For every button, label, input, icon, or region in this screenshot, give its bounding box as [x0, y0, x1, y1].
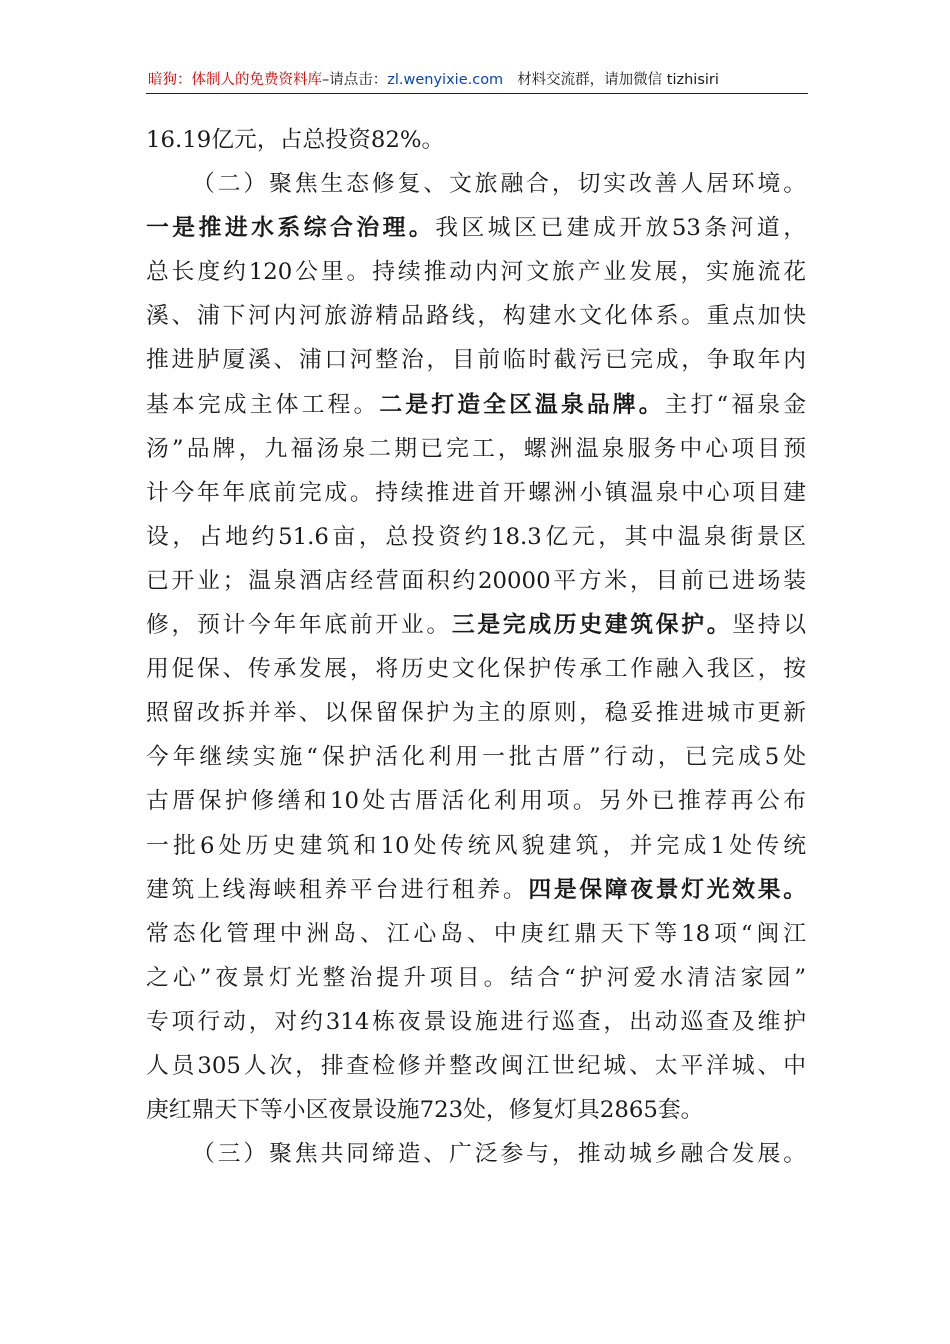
paragraph-line: 一批6处历史建筑和10处传统风貌建筑，并完成1处传统 — [146, 832, 806, 859]
key-point-2: 二是打造全区温泉品牌。 — [379, 391, 665, 418]
paragraph-line: 设，占地约51.6亩，总投资约18.3亿元，其中温泉街景区 — [146, 523, 806, 550]
header-divider — [146, 93, 808, 94]
paragraph-line: 照留改拆并举、以保留保护为主的原则，稳妥推进城市更新 — [146, 700, 806, 727]
key-point-3: 三是完成历史建筑保护。 — [451, 612, 733, 639]
paragraph-line: 古厝保护修缮和10处古厝活化利用项。另外已推荐再公布 — [146, 788, 806, 815]
paragraph-line: 人员305人次，排查检修并整改闽江世纪城、太平洋城、中 — [146, 1052, 806, 1079]
paragraph-line: 一是推进水系综合治理。我区城区已建成开放53条河道， — [146, 215, 806, 242]
paragraph-line: 专项行动，对约314栋夜景设施进行巡查，出动巡查及维护 — [146, 1008, 806, 1035]
section-heading-3: （三）聚焦共同缔造、广泛参与，推动城乡融合发展。 — [192, 1141, 806, 1168]
header-contact: 材料交流群，请加微信 tizhisiri — [517, 72, 719, 88]
paragraph-line: 今年继续实施“保护活化利用一批古厝”行动，已完成5处 — [146, 744, 806, 771]
paragraph-line: 计今年年底前完成。持续推进首开螺洲小镇温泉中心项目建 — [146, 479, 806, 506]
paragraph-line: 总长度约120公里。持续推动内河文旅产业发展，实施流花 — [146, 259, 806, 286]
paragraph-line: 基本完成主体工程。二是打造全区温泉品牌。主打“福泉金 — [146, 391, 807, 418]
paragraph-line: 庚红鼎天下等小区夜景设施723处，修复灯具2865套。 — [146, 1097, 704, 1124]
paragraph-line: 已开业；温泉酒店经营面积约20000平方米，目前已进场装 — [146, 567, 806, 594]
paragraph-line: 之心”夜景灯光整治提升项目。结合“护河爱水清洁家园” — [146, 964, 806, 991]
paragraph-line: 常态化管理中洲岛、江心岛、中庚红鼎天下等18项“闽江 — [146, 920, 806, 947]
document-body — [146, 118, 806, 1176]
header-link[interactable]: zl.wenyixie.com — [387, 72, 504, 88]
header-brand: 暗狗：体制人的免费资料库 — [148, 72, 322, 88]
paragraph-line: 溪、浦下河内河旅游精品路线，构建水文化体系。重点加快 — [146, 303, 806, 330]
section-heading-2: （二）聚焦生态修复、文旅融合，切实改善人居环境。 — [192, 171, 806, 198]
page-header — [148, 68, 806, 89]
header-link-prefix: –请点击： — [322, 72, 388, 88]
paragraph-line: 汤”品牌，九福汤泉二期已完工，螺洲温泉服务中心项目预 — [146, 435, 806, 462]
paragraph-line: 推进胪厦溪、浦口河整治，目前临时截污已完成，争取年内 — [146, 347, 806, 374]
key-point-1: 一是推进水系综合治理。 — [146, 215, 436, 242]
paragraph-line: 建筑上线海峡租养平台进行租养。四是保障夜景灯光效果。 — [146, 876, 807, 903]
key-point-4: 四是保障夜景灯光效果。 — [528, 876, 807, 903]
paragraph-line: 16.19亿元，占总投资82%。 — [146, 127, 445, 153]
paragraph-line: 用促保、传承发展，将历史文化保护传承工作融入我区，按 — [146, 656, 806, 683]
paragraph-line: 修，预计今年年底前开业。三是完成历史建筑保护。坚持以 — [146, 612, 807, 639]
